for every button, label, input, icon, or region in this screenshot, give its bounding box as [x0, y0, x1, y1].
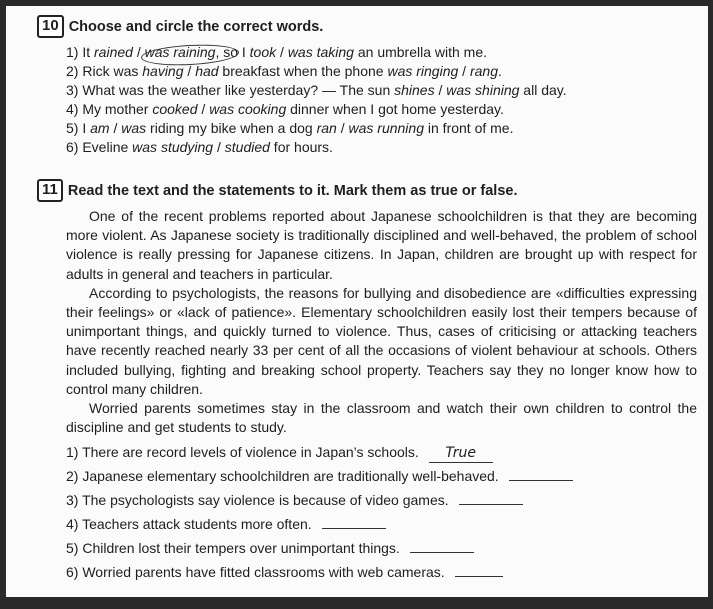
exercise-number: 11: [37, 179, 63, 202]
reading-text: [66, 207, 697, 437]
exercise-title: Choose and circle the correct words.: [68, 18, 324, 35]
option[interactable]: was studying: [132, 139, 214, 155]
list-item: 2) Rick was having / had breakfast when the phone was ringing / rang.: [66, 63, 502, 79]
exercise-11-header: [37, 179, 517, 202]
answer-field[interactable]: [410, 538, 474, 553]
list-item: 1) It rained / was raining, so I took / was taking an umbrella with me.: [66, 43, 567, 62]
option[interactable]: was running: [348, 120, 424, 136]
circled-option[interactable]: was raining: [145, 44, 216, 60]
paragraph: According to psychologists, the reasons for bullying and disobedience are «difficulties expressing their feelings» or «lack of patience». Elementary schoolchildren easily lost their tempers because of unimportant things, and quickly turned to violence. Thus, cases of criticising or attacking teachers have recently reached nearly 33 per cent of all the occasions of violent behaviour at schools. Others included bullying, fighting and breaking school property. Teachers say they no longer know how to control many children.: [66, 284, 697, 397]
list-item: 6) Eveline was studying / studied for hours.: [66, 139, 333, 155]
statements-list: [66, 440, 573, 584]
option[interactable]: was shining: [446, 82, 520, 98]
option[interactable]: rang: [469, 63, 498, 79]
answer-field[interactable]: [509, 466, 573, 481]
answer-field[interactable]: True: [429, 444, 493, 463]
option[interactable]: studied: [224, 139, 270, 155]
list-item: 3) What was the weather like yesterday? — The sun shines / was shining all day.: [66, 82, 567, 98]
paragraph: Worried parents sometimes stay in the classroom and watch their own children to control the discipline and get students to study.: [66, 400, 697, 436]
workbook-page: [6, 6, 708, 598]
option[interactable]: took: [249, 44, 277, 60]
statement: 3) The psychologists say violence is because of video games.: [66, 488, 573, 512]
statement: 1) There are record levels of violence in Japan’s schools. True: [66, 440, 573, 464]
option[interactable]: shines: [394, 82, 435, 98]
statement: 5) Children lost their tempers over unimportant things.: [66, 536, 573, 560]
option[interactable]: having: [142, 63, 184, 79]
exercise-title: Read the text and the statements to it. Mark them as true or false.: [67, 182, 518, 199]
exercise-10-items: [66, 43, 567, 157]
bottom-edge: [0, 597, 713, 609]
exercise-number: 10: [37, 15, 64, 38]
option[interactable]: had: [195, 63, 219, 79]
option[interactable]: was ringing: [387, 63, 459, 79]
option[interactable]: ran: [316, 120, 337, 136]
statement: 4) Teachers attack students more often.: [66, 512, 573, 536]
answer-field[interactable]: [455, 562, 503, 577]
answer-field[interactable]: [459, 490, 523, 505]
statement: 2) Japanese elementary schoolchildren are traditionally well-behaved.: [66, 464, 573, 488]
list-item: 5) I am / was riding my bike when a dog ran / was running in front of me.: [66, 120, 514, 136]
option[interactable]: was: [121, 120, 147, 136]
paragraph: One of the recent problems reported about Japanese schoolchildren is that they are becoming more violent. As Japanese society is traditionally disciplined and well-behaved, the problem of school violence is really pressing for Japanese citizens. In Japan, children are brought up with respect for adults in general and teachers in particular.: [66, 208, 697, 282]
option[interactable]: was taking: [287, 44, 354, 60]
option[interactable]: am: [90, 120, 110, 136]
list-item: 4) My mother cooked / was cooking dinner when I got home yesterday.: [66, 101, 504, 117]
option[interactable]: rained: [94, 44, 133, 60]
statement: 6) Worried parents have fitted classrooms with web cameras.: [66, 560, 573, 584]
answer-field[interactable]: [322, 514, 386, 529]
option[interactable]: cooked: [152, 101, 198, 117]
option[interactable]: was cooking: [209, 101, 287, 117]
exercise-10-header: [37, 15, 323, 38]
